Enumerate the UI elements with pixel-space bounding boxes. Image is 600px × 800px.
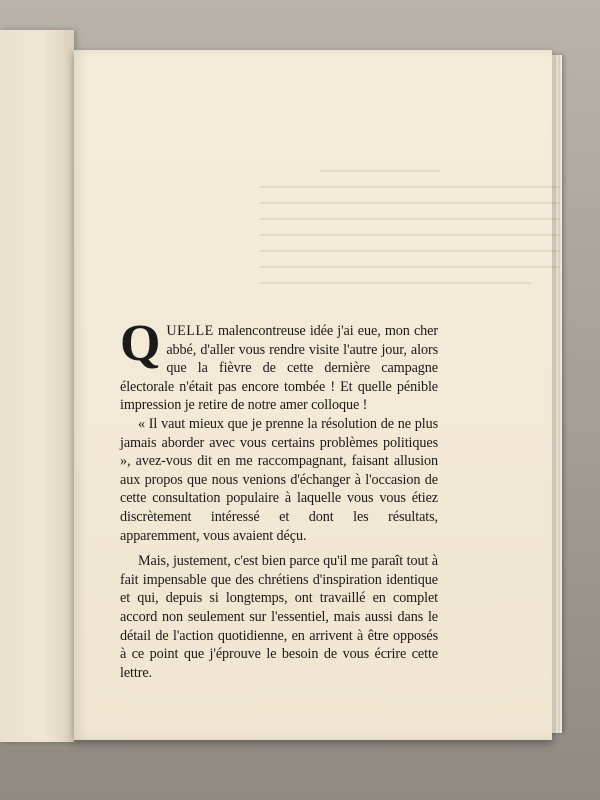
letter-body (120, 315, 438, 682)
paragraph-1-text: malencontreuse idée j'ai eue, mon cher abbé, d'aller vous rendre visite l'autre jour, alors que la fièvre de cette dernière campagne électorale n'était pas encore tombée ! Et quelle pénible impression je retire de notre amer colloque ! (120, 323, 438, 414)
paragraph-2: « Il vaut mieux que je prenne la résolution de ne plus jamais aborder avec vous certains problèmes politiques », avez-vous dit en me raccompagnant, faisant allusion aux propos que nous venions d'échanger à l'occasion de cette consultation populaire à laquelle vous vous étiez discrètement intéressé et dont les résultats, apparemment, vous avaient déçu. (120, 415, 438, 544)
opening-caps: UELLE (166, 323, 214, 339)
paragraph-1 (120, 315, 438, 415)
paragraph-3: Mais, justement, c'est bien parce qu'il me paraît tout à fait impensable que des chrétiens d'inspiration identique et qui, depuis si longtemps, ont travaillé en complet accord non seulement sur l'essentiel, mais aussi dans le détail de l'action quotidienne, en arrivent à être opposés à ce point que j'éprouve le besoin de vous écrire cette lettre. (120, 553, 438, 681)
left-page (0, 30, 74, 742)
drop-cap: Q (120, 315, 161, 372)
